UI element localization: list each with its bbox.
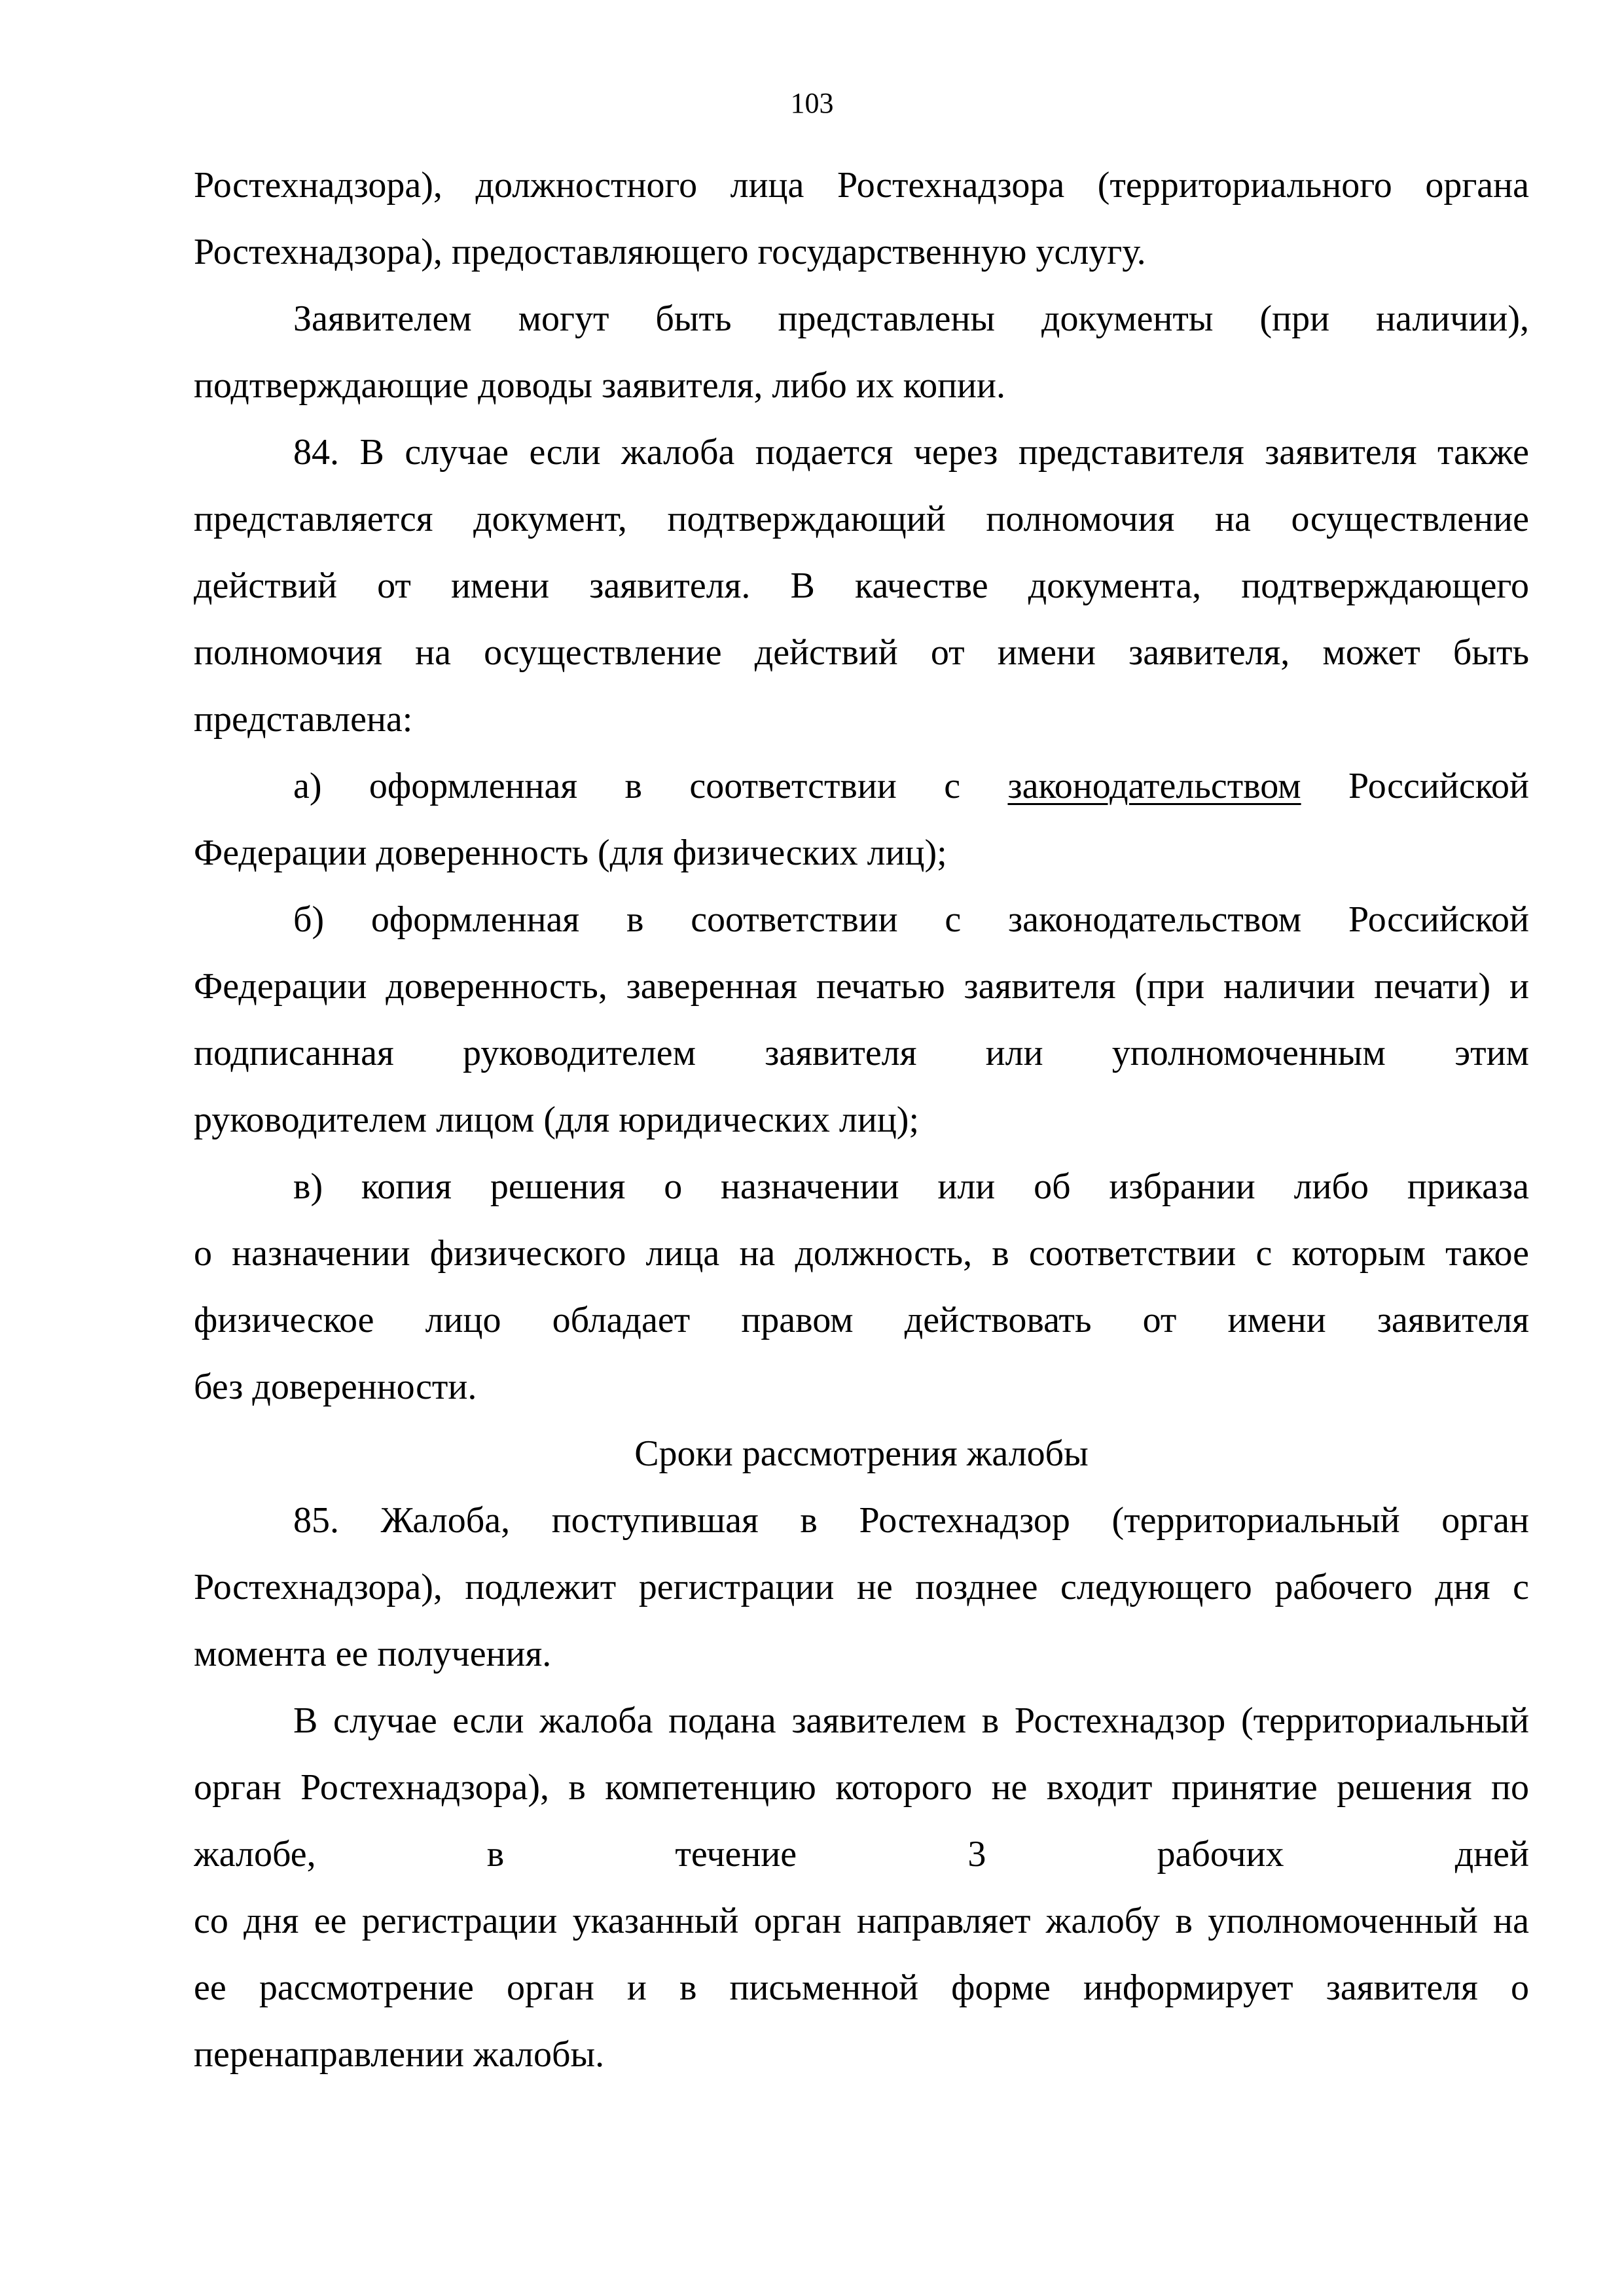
text-line: представляется документ, подтверждающий полномочия на осуществление — [194, 499, 1529, 539]
paragraph-redirect — [194, 1687, 1529, 2088]
text-fragment: Российской — [1301, 766, 1529, 806]
text-line: перенаправлении жалобы. — [194, 2034, 605, 2075]
text-line: в) копия решения о назначении или об избрании либо приказа — [293, 1166, 1529, 1207]
text-line — [194, 753, 1529, 819]
text-line: ее рассмотрение орган и в письменной форме информирует заявителя о — [194, 1967, 1529, 2008]
text-line: Заявителем могут быть представлены документы (при наличии), — [293, 298, 1529, 339]
text-line: без доверенности. — [194, 1367, 477, 1407]
list-item-a — [194, 753, 1529, 886]
paragraph-85 — [194, 1487, 1529, 1687]
text-line: представлена: — [194, 699, 413, 740]
text-line: орган Ростехнадзора), в компетенцию которого не входит принятие решения по — [194, 1767, 1529, 1808]
text-line: полномочия на осуществление действий от имени заявителя, может быть — [194, 632, 1529, 673]
paragraph-continuation — [194, 152, 1529, 285]
text-line: руководителем лицом (для юридических лиц); — [194, 1100, 919, 1140]
list-item-b — [194, 886, 1529, 1153]
text-line: жалобе, в течение 3 рабочих дней — [194, 1834, 1529, 1874]
page-number: 103 — [790, 87, 834, 119]
paragraph-documents — [194, 285, 1529, 419]
text-line: физическое лицо обладает правом действовать от имени заявителя — [194, 1300, 1529, 1340]
law-link[interactable]: законодательством — [1007, 766, 1301, 806]
text-line: подписанная руководителем заявителя или уполномоченным этим — [194, 1033, 1529, 1073]
text-line: подтверждающие доводы заявителя, либо их копии. — [194, 365, 1005, 406]
text-line: о назначении физического лица на должность, в соответствии с которым такое — [194, 1233, 1529, 1274]
text-line: б) оформленная в соответствии с законодательством Российской — [293, 899, 1529, 940]
text-line: Федерации доверенность, заверенная печатью заявителя (при наличии печати) и — [194, 966, 1529, 1007]
section-heading: Сроки рассмотрения жалобы — [634, 1433, 1089, 1474]
text-line: Ростехнадзора), должностного лица Ростехнадзора (территориального органа — [194, 165, 1529, 206]
paragraph-84 — [194, 419, 1529, 753]
text-line: со дня ее регистрации указанный орган направляет жалобу в уполномоченный на — [194, 1901, 1529, 1941]
text-line: действий от имени заявителя. В качестве документа, подтверждающего — [194, 565, 1529, 606]
document-body — [194, 152, 1529, 2088]
text-line: 84. В случае если жалоба подается через представителя заявителя также — [293, 432, 1529, 473]
text-line: Ростехнадзора), подлежит регистрации не позднее следующего рабочего дня с — [194, 1567, 1529, 1607]
text-line: Федерации доверенность (для физических лиц); — [194, 833, 947, 873]
text-line: момента ее получения. — [194, 1634, 552, 1674]
text-fragment: а) оформленная в соответствии с — [293, 766, 1008, 806]
text-line: В случае если жалоба подана заявителем в Ростехнадзор (территориальный — [293, 1700, 1529, 1741]
list-item-v — [194, 1153, 1529, 1420]
text-line: Ростехнадзора), предоставляющего государственную услугу. — [194, 232, 1146, 272]
text-line: 85. Жалоба, поступившая в Ростехнадзор (территориальный орган — [293, 1500, 1529, 1541]
